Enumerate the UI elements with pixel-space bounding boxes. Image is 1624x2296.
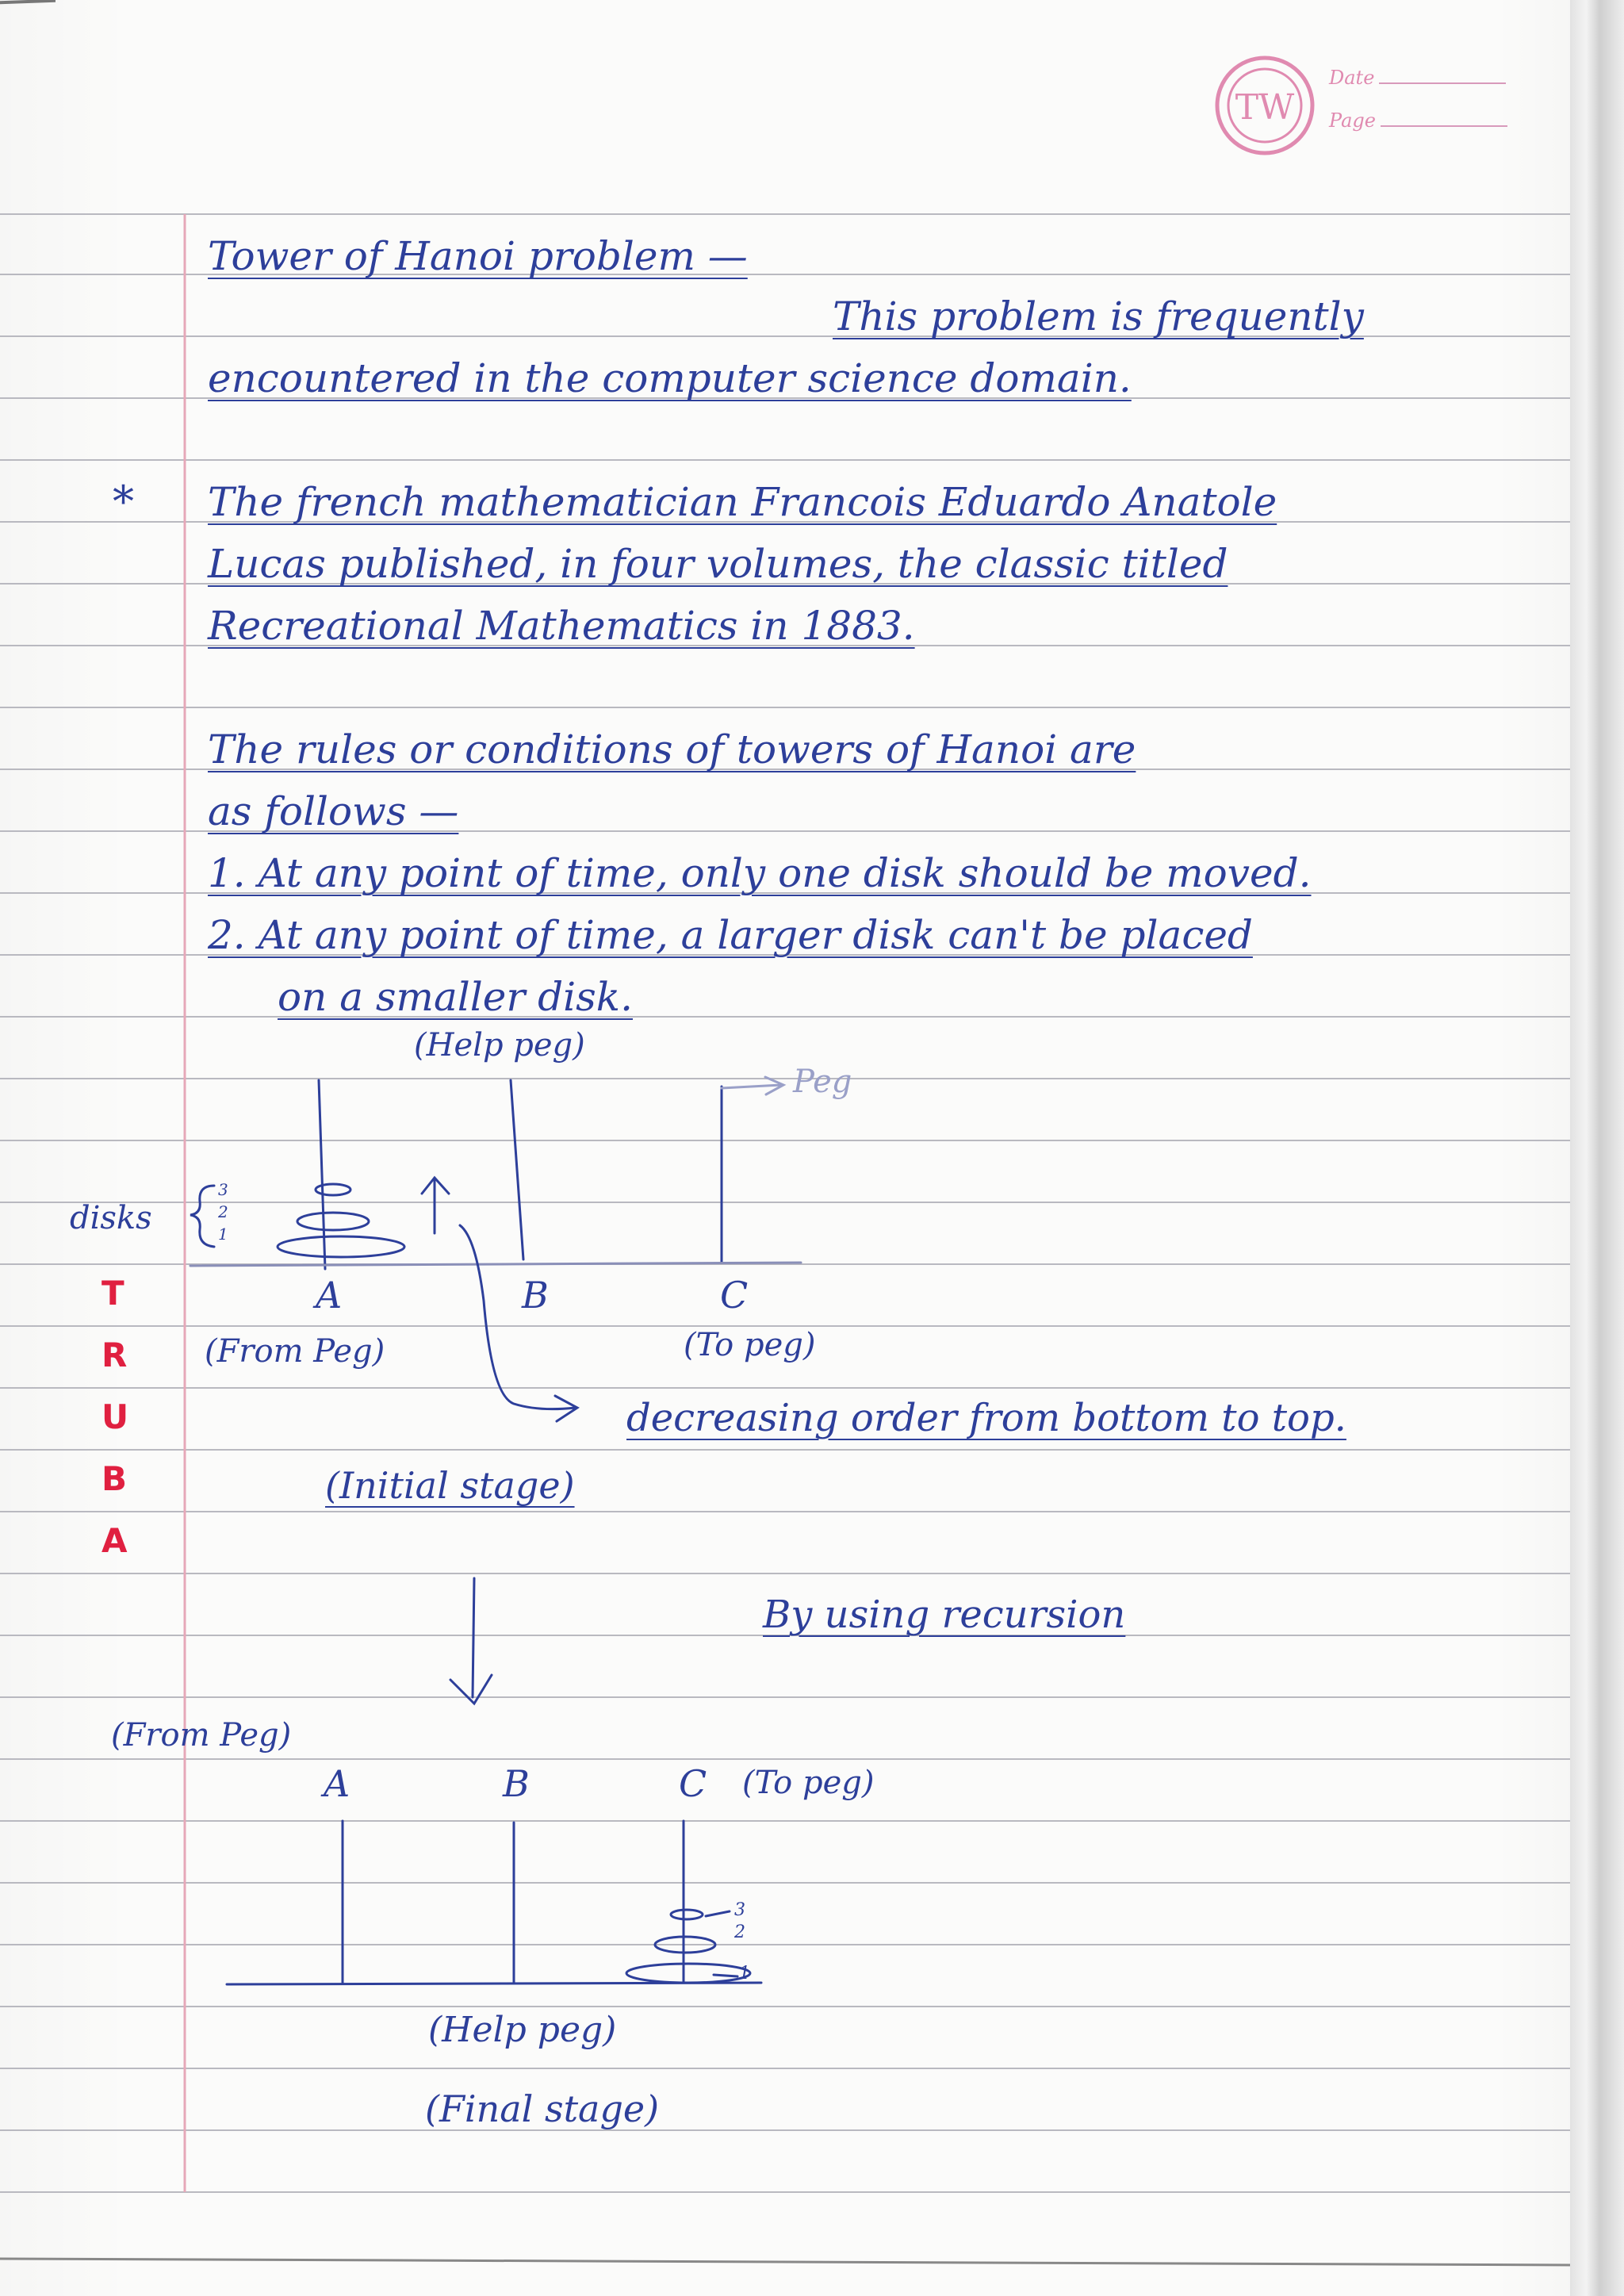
date-field — [1329, 67, 1506, 89]
page-corner-mark — [0, 0, 56, 17]
margin-letter-5: A — [102, 1521, 128, 1560]
disks-label: disks — [70, 1200, 152, 1236]
star-bullet: * — [113, 477, 134, 527]
rules-intro-line-2: as follows — — [208, 788, 459, 834]
initial-peg-a-label: A — [316, 1274, 343, 1317]
notebook-binding — [1570, 0, 1624, 2296]
final-stage-label: (Final stage) — [425, 2087, 660, 2130]
initial-stage-label: (Initial stage) — [325, 1464, 575, 1507]
initial-disk-number-2: 2 — [218, 1202, 228, 1221]
decreasing-order-note: decreasing order from bottom to top. — [626, 1396, 1346, 1440]
initial-disk-number-1: 1 — [218, 1225, 228, 1244]
peg-arrow-label: Peg — [793, 1064, 852, 1100]
final-peg-b-label: B — [503, 1762, 530, 1805]
date-line — [1379, 81, 1506, 84]
date-label: Date — [1329, 67, 1375, 89]
recursion-note: By using recursion — [763, 1593, 1126, 1637]
brand-logo — [1213, 54, 1316, 157]
final-peg-c-label: C — [679, 1762, 707, 1805]
initial-peg-c-label: C — [720, 1274, 749, 1317]
initial-peg-b-label: B — [522, 1274, 549, 1317]
rule-1: 1. At any point of time, only one disk should be moved. — [208, 850, 1312, 896]
final-disk-number-3: 3 — [734, 1900, 745, 1920]
page-number-field — [1329, 109, 1507, 132]
initial-to-peg-label: (To peg) — [684, 1327, 816, 1363]
lucas-line-3: Recreational Mathematics in 1883. — [208, 603, 915, 649]
margin-letter-3: U — [102, 1397, 129, 1436]
final-disk-number-1: 1 — [739, 1964, 750, 1984]
final-to-peg-label: (To peg) — [742, 1765, 875, 1801]
margin-letter-4: B — [102, 1459, 128, 1498]
intro-line-1: This problem is frequently — [833, 293, 1364, 339]
final-help-peg-label: (Help peg) — [428, 2010, 617, 2050]
initial-help-peg-label: (Help peg) — [414, 1027, 585, 1064]
rule-2-line-2: on a smaller disk. — [278, 974, 633, 1020]
page-line — [1381, 124, 1507, 127]
rule-2-line-1: 2. At any point of time, a larger disk can't be placed — [208, 912, 1253, 958]
logo-text: TW — [1235, 87, 1295, 128]
final-from-peg-label: (From Peg) — [111, 1717, 292, 1754]
final-disk-number-2: 2 — [734, 1922, 745, 1942]
lucas-line-1: The french mathematician Francois Eduardo Anatole — [208, 479, 1277, 525]
rules-intro-line-1: The rules or conditions of towers of Hanoi are — [208, 726, 1136, 772]
lucas-line-2: Lucas published, in four volumes, the classic titled — [208, 541, 1228, 587]
final-peg-a-label: A — [324, 1762, 350, 1805]
margin-letter-1: T — [102, 1274, 124, 1313]
initial-from-peg-label: (From Peg) — [205, 1333, 385, 1370]
margin-letter-2: R — [102, 1336, 128, 1374]
notes-title: Tower of Hanoi problem — — [208, 233, 748, 279]
initial-disk-number-3: 3 — [218, 1180, 228, 1199]
page-label: Page — [1329, 109, 1376, 132]
intro-line-2: encountered in the computer science domain. — [208, 355, 1132, 401]
